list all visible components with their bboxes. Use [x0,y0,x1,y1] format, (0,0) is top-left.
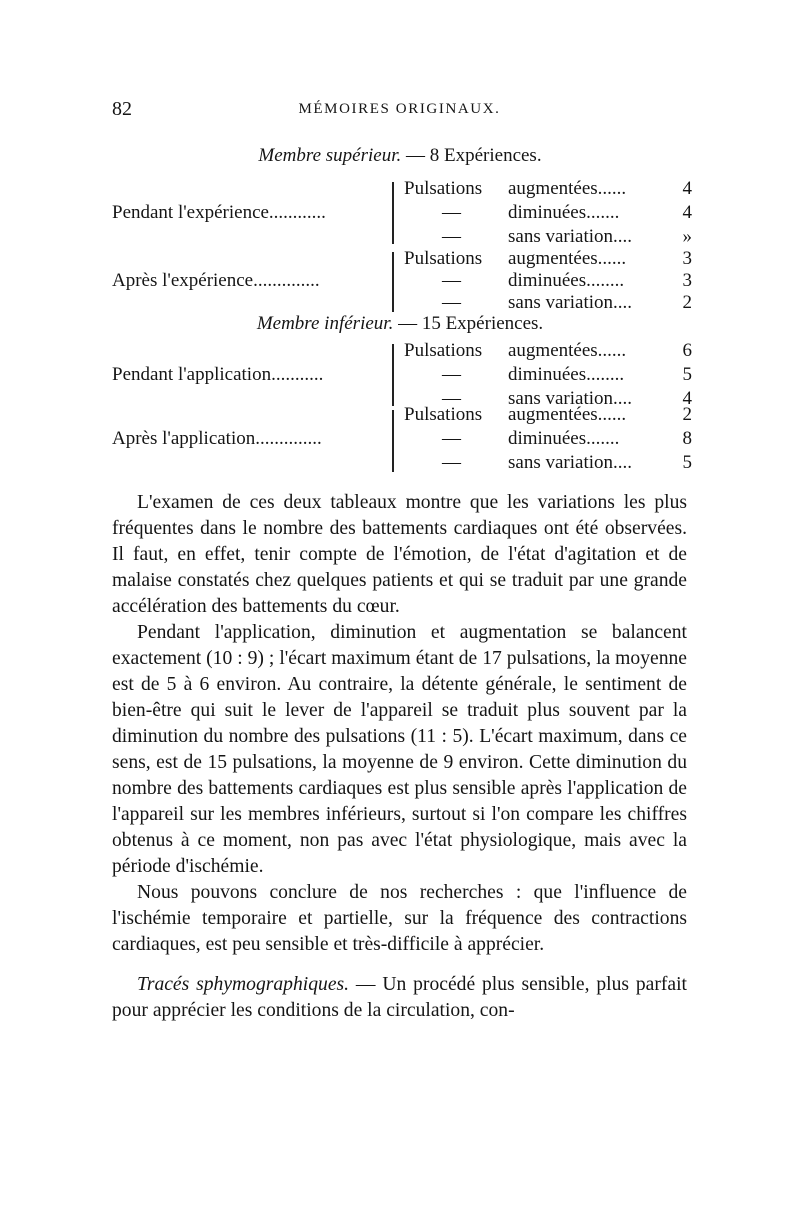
table-row [404,270,692,292]
table-row [404,292,692,314]
table-caption-upper [0,145,800,167]
table-caption-lower [0,313,800,335]
caption-count: — 15 Expériences. [393,313,544,334]
row-value: 3 [682,270,692,291]
row-value: 4 [682,178,692,199]
caption-count: — 8 Expériences. [401,145,542,166]
row-label: sans variation.... [508,388,633,409]
paragraph [112,972,687,1024]
paragraph: L'examen de ces deux tableaux montre que les variations les plus fréquentes dans le nombre des battements cardiaques ont été observées. Il faut, en effet, tenir compte de l'émotion, de l'état d'agitation et de malaise constatés chez quelques patients et qui se traduit par une grande accélération des battements du cœur. [112,492,687,617]
row-value: 2 [682,404,692,425]
section-heading: Tracés sphymographiques. [137,974,350,995]
table-row [404,452,692,474]
row-prefix: Pulsations [404,178,483,199]
row-value: 6 [682,340,692,361]
row-value: 8 [682,428,692,449]
row-dash: — [442,226,461,247]
row-label: diminuées........ [508,270,625,291]
row-label: augmentées...... [508,248,627,269]
row-label: sans variation.... [508,292,633,313]
row-dash: — [442,452,461,473]
table-row [404,202,692,224]
row-dash: — [442,388,461,409]
row-value: 4 [682,388,692,409]
row-value: » [682,226,692,247]
row-dash: — [442,202,461,223]
row-label-during: Pendant l'expérience............ [112,202,326,223]
row-value: 3 [682,248,692,269]
brace [392,410,402,472]
row-label: sans variation.... [508,226,633,247]
brace [392,252,402,312]
row-dash: — [442,428,461,449]
row-value: 2 [682,292,692,313]
row-value: 4 [682,202,692,223]
row-label: augmentées...... [508,340,627,361]
paragraph: Pendant l'application, diminution et augmentation se balancent exactement (10 : 9) ; l'écart maximum étant de 17 pulsations, la moyenne est de 5 à 6 environ. Au contraire, la détente générale, le sentiment de bien-être qui suit le lever de l'appareil se traduit plus souvent par la diminution du nombre des pulsations (11 : 5). L'écart maximum, dans ce sens, est de 15 pulsations, la moyenne de 9 environ. Cette diminution du nombre des battements cardiaques est plus sensible après l'application de l'appareil sur les membres inférieurs, surtout si l'on compare les chiffres obtenus à ce moment, non pas avec l'état physiologique, mais avec la période d'ischémie. [112,622,687,877]
row-label: augmentées...... [508,404,627,425]
row-label: diminuées....... [508,202,620,223]
table-row [404,248,692,270]
caption-label: Membre supérieur. [258,145,402,166]
row-label: augmentées...... [508,178,627,199]
page-header [112,98,687,122]
row-dash: — [442,270,461,291]
table-row [404,178,692,200]
row-label: diminuées....... [508,428,620,449]
table-row [404,340,692,362]
table-row [404,226,692,248]
row-prefix: Pulsations [404,340,483,361]
page-number: 82 [112,98,132,120]
row-label-during: Pendant l'application........... [112,364,324,385]
row-value: 5 [682,452,692,473]
paragraph: Nous pouvons conclure de nos recherches : que l'influence de l'ischémie temporaire et partielle, sur la fréquence des contractions cardiaques, est peu sensible et très-difficile à apprécier. [112,882,687,955]
table-row [404,404,692,426]
table-row [404,364,692,386]
table-row [404,428,692,450]
row-dash: — [442,292,461,313]
body-text [112,490,687,1024]
paragraph-text: — Un procédé plus sensible, plus parfait pour apprécier les conditions de la circulation, con- [112,974,688,1021]
caption-label: Membre inférieur. [256,313,394,334]
row-dash: — [442,364,461,385]
brace [392,182,402,244]
row-prefix: Pulsations [404,404,483,425]
row-value: 5 [682,364,692,385]
running-title: MÉMOIRES ORIGINAUX. [298,101,501,117]
row-label-after: Après l'expérience.............. [112,270,320,291]
row-label-after: Après l'application.............. [112,428,322,449]
brace [392,344,402,406]
row-label: diminuées........ [508,364,625,385]
row-prefix: Pulsations [404,248,483,269]
row-label: sans variation.... [508,452,633,473]
